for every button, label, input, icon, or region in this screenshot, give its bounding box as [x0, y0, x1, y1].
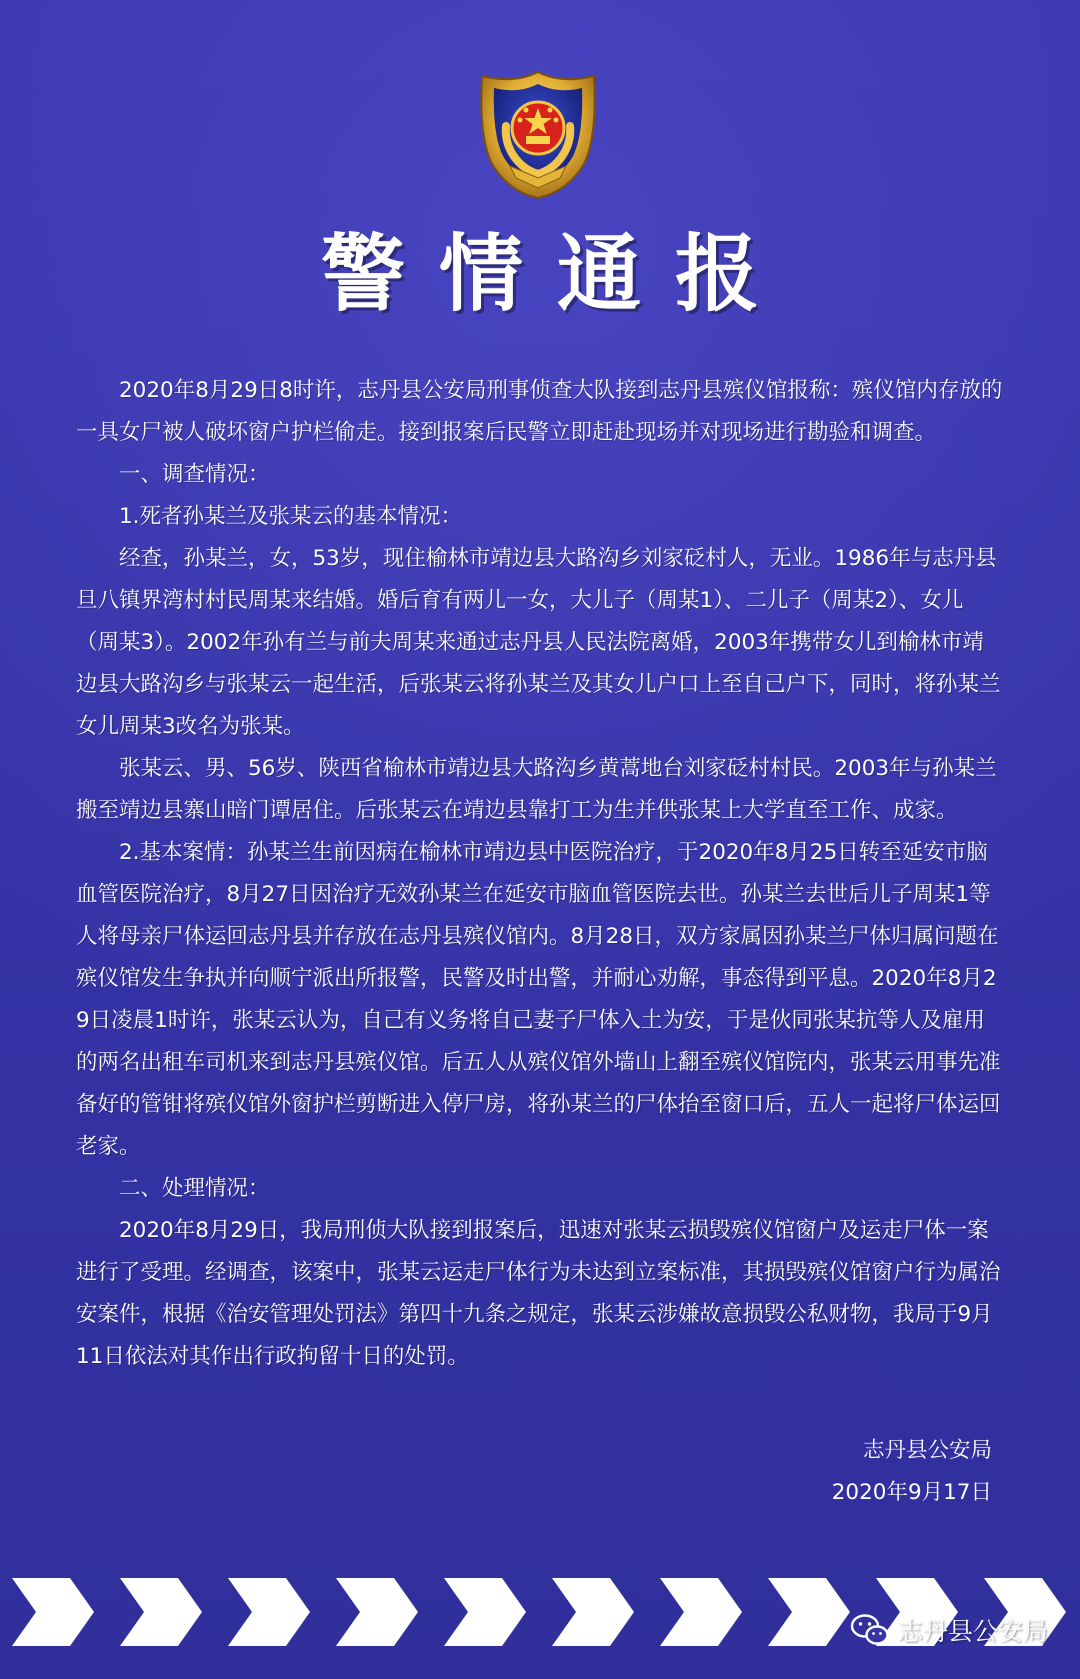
chevron-right-icon [768, 1578, 850, 1646]
section-heading-handling: 二、处理情况： [119, 1176, 270, 1201]
notice-body [76, 370, 1004, 1378]
chevron-right-icon [552, 1578, 634, 1646]
police-badge-icon [470, 66, 606, 202]
notice-title: 警情通报 [320, 225, 793, 323]
chevron-right-icon [336, 1578, 418, 1646]
chevron-right-icon [660, 1578, 742, 1646]
chevron-right-icon [228, 1578, 310, 1646]
issue-date: 2020年9月17日 [831, 1480, 992, 1505]
chevron-right-icon [120, 1578, 202, 1646]
paragraph-case-details: 2.基本案情：孙某兰生前因病在榆林市靖边县中医院治疗，于2020年8月25日转至延安市脑血管医院治疗，8月27日因治疗无效孙某兰在延安市脑血管医院去世。孙某兰去世后儿子周某1等人将母亲尸体运回志丹县并存放在志丹县殡仪馆内。8月28日，双方家属因孙某兰尸体归属问题在殡仪馆发生争执并向顺宁派出所报警，民警及时出警，并耐心劝解，事态得到平息。2020年8月29日凌晨1时许，张某云认为，自己有义务将自己妻子尸体入土为安，于是伙同张某抗等人及雇用的两名出租车司机来到志丹县殡仪馆。后五人从殡仪馆外墙山上翻至殡仪馆院内，张某云用事先准备好的管钳将殡仪馆外窗护栏剪断进入停尸房，将孙某兰的尸体抬至窗口后，五人一起将尸体运回老家。 [76, 840, 1001, 1159]
paragraph-handling: 2020年8月29日，我局刑侦大队接到报案后，迅速对张某云损毁殡仪馆窗户及运走尸体一案进行了受理。经调查，该案中，张某云运走尸体行为未达到立案标准，其损毁殡仪馆窗户行为属治安案件，根据《治安管理处罚法》第四十九条之规定，张某云涉嫌故意损毁公私财物，我局于9月11日依法对其作出行政拘留十日的处罚。 [76, 1218, 1001, 1369]
section-heading-investigation: 一、调查情况： [119, 462, 270, 487]
intro-paragraph: 2020年8月29日8时许，志丹县公安局刑事侦查大队接到志丹县殡仪馆报称：殡仪馆内存放的一具女尸被人破坏窗户护栏偷走。接到报案后民警立即赶赴现场并对现场进行勘验和调查。 [76, 378, 1003, 445]
subsection-heading-basic-info: 1.死者孙某兰及张某云的基本情况： [119, 504, 463, 529]
chevron-right-icon [444, 1578, 526, 1646]
wechat-watermark [850, 1612, 1048, 1648]
wechat-icon [850, 1613, 890, 1647]
paragraph-zhang-info: 张某云、男、56岁、陕西省榆林市靖边县大路沟乡黄蒿地台刘家砭村村民。2003年与孙某兰搬至靖边县寨山暗门谭居住。后张某云在靖边县靠打工为生并供张某上大学直至工作、成家。 [76, 756, 997, 823]
chevron-right-icon [12, 1578, 94, 1646]
paragraph-sun-info: 经查，孙某兰，女，53岁，现住榆林市靖边县大路沟乡刘家砭村人，无业。1986年与志丹县旦八镇界湾村村民周某来结婚。婚后育有两儿一女，大儿子（周某1）、二儿子（周某2）、女儿（周某3）。2002年孙有兰与前夫周某来通过志丹县人民法院离婚，2003年携带女儿到榆林市靖边县大路沟乡与张某云一起生活，后张某云将孙某兰及其女儿户口上至自己户下，同时，将孙某兰女儿周某3改名为张某。 [76, 546, 1001, 739]
watermark-text: 志丹县公安局 [897, 1617, 1048, 1646]
issuing-organization: 志丹县公安局 [862, 1438, 992, 1463]
signature-block [832, 1430, 992, 1514]
